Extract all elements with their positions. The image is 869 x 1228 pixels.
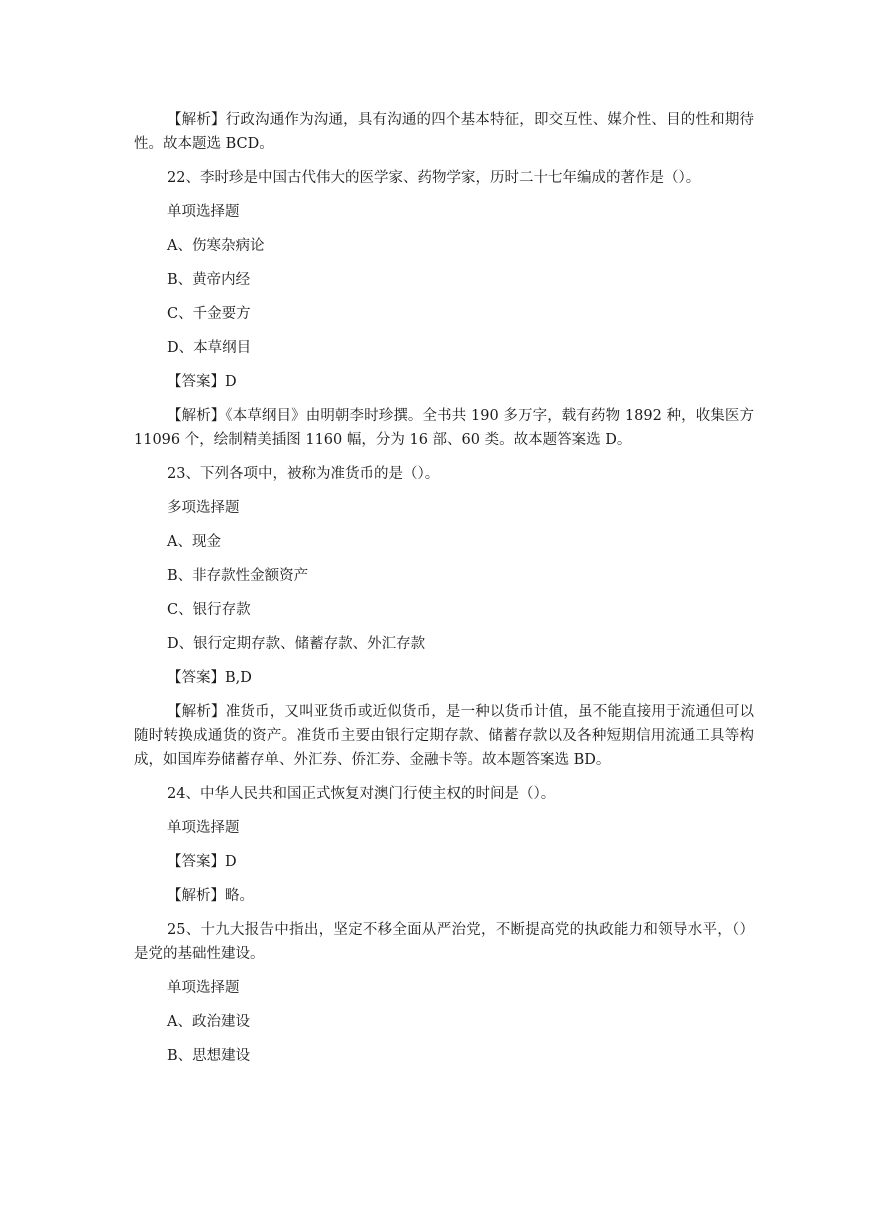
document-body [134,108,754,1078]
option-b: B、思想建设 [167,1048,251,1064]
question-25: 25、十九大报告中指出，坚定不移全面从严治党，不断提高党的执政能力和领导水平，（）是党的基础性建设。 [134,922,754,962]
question-22: 22、李时珍是中国古代伟大的医学家、药物学家，历时二十七年编成的著作是（）。 [167,170,701,186]
explanation-paragraph: 【解析】《本草纲目》由明朝李时珍撰。全书共 190 多万字，载有药物 1892 种，收集医方 11096 个，绘制精美插图 1160 幅，分为 16 部、60 类。故本题答案选 D。 [134,408,754,448]
explanation: 【解析】略。 [167,888,254,904]
question-type: 单项选择题 [167,204,240,220]
option-a: A、政治建设 [167,1014,250,1030]
explanation-paragraph: 【解析】准货币，又叫亚货币或近似货币，是一种以货币计值，虽不能直接用于流通但可以随时转换成通货的资产。准货币主要由银行定期存款、储蓄存款以及各种短期信用流通工具等构成，如国库券储蓄存单、外汇券、侨汇券、金融卡等。故本题答案选 BD。 [134,704,754,768]
answer: 【答案】B,D [167,670,252,686]
question-type: 单项选择题 [167,820,240,836]
option-a: A、现金 [167,534,221,550]
question-type: 单项选择题 [167,980,240,996]
option-c: C、银行存款 [167,602,251,618]
option-d: D、本草纲目 [167,340,252,356]
question-24: 24、中华人民共和国正式恢复对澳门行使主权的时间是（）。 [167,786,556,802]
option-b: B、非存款性金额资产 [167,568,309,584]
explanation-paragraph: 【解析】行政沟通作为沟通，具有沟通的四个基本特征，即交互性、媒介性、目的性和期待性。故本题选 BCD。 [134,112,754,152]
option-a: A、伤寒杂病论 [167,238,265,254]
option-b: B、黄帝内经 [167,272,251,288]
option-c: C、千金要方 [167,306,251,322]
answer: 【答案】D [167,374,237,390]
question-type: 多项选择题 [167,500,240,516]
answer: 【答案】D [167,854,237,870]
question-23: 23、下列各项中，被称为准货币的是（）。 [167,466,440,482]
option-d: D、银行定期存款、储蓄存款、外汇存款 [167,636,426,652]
